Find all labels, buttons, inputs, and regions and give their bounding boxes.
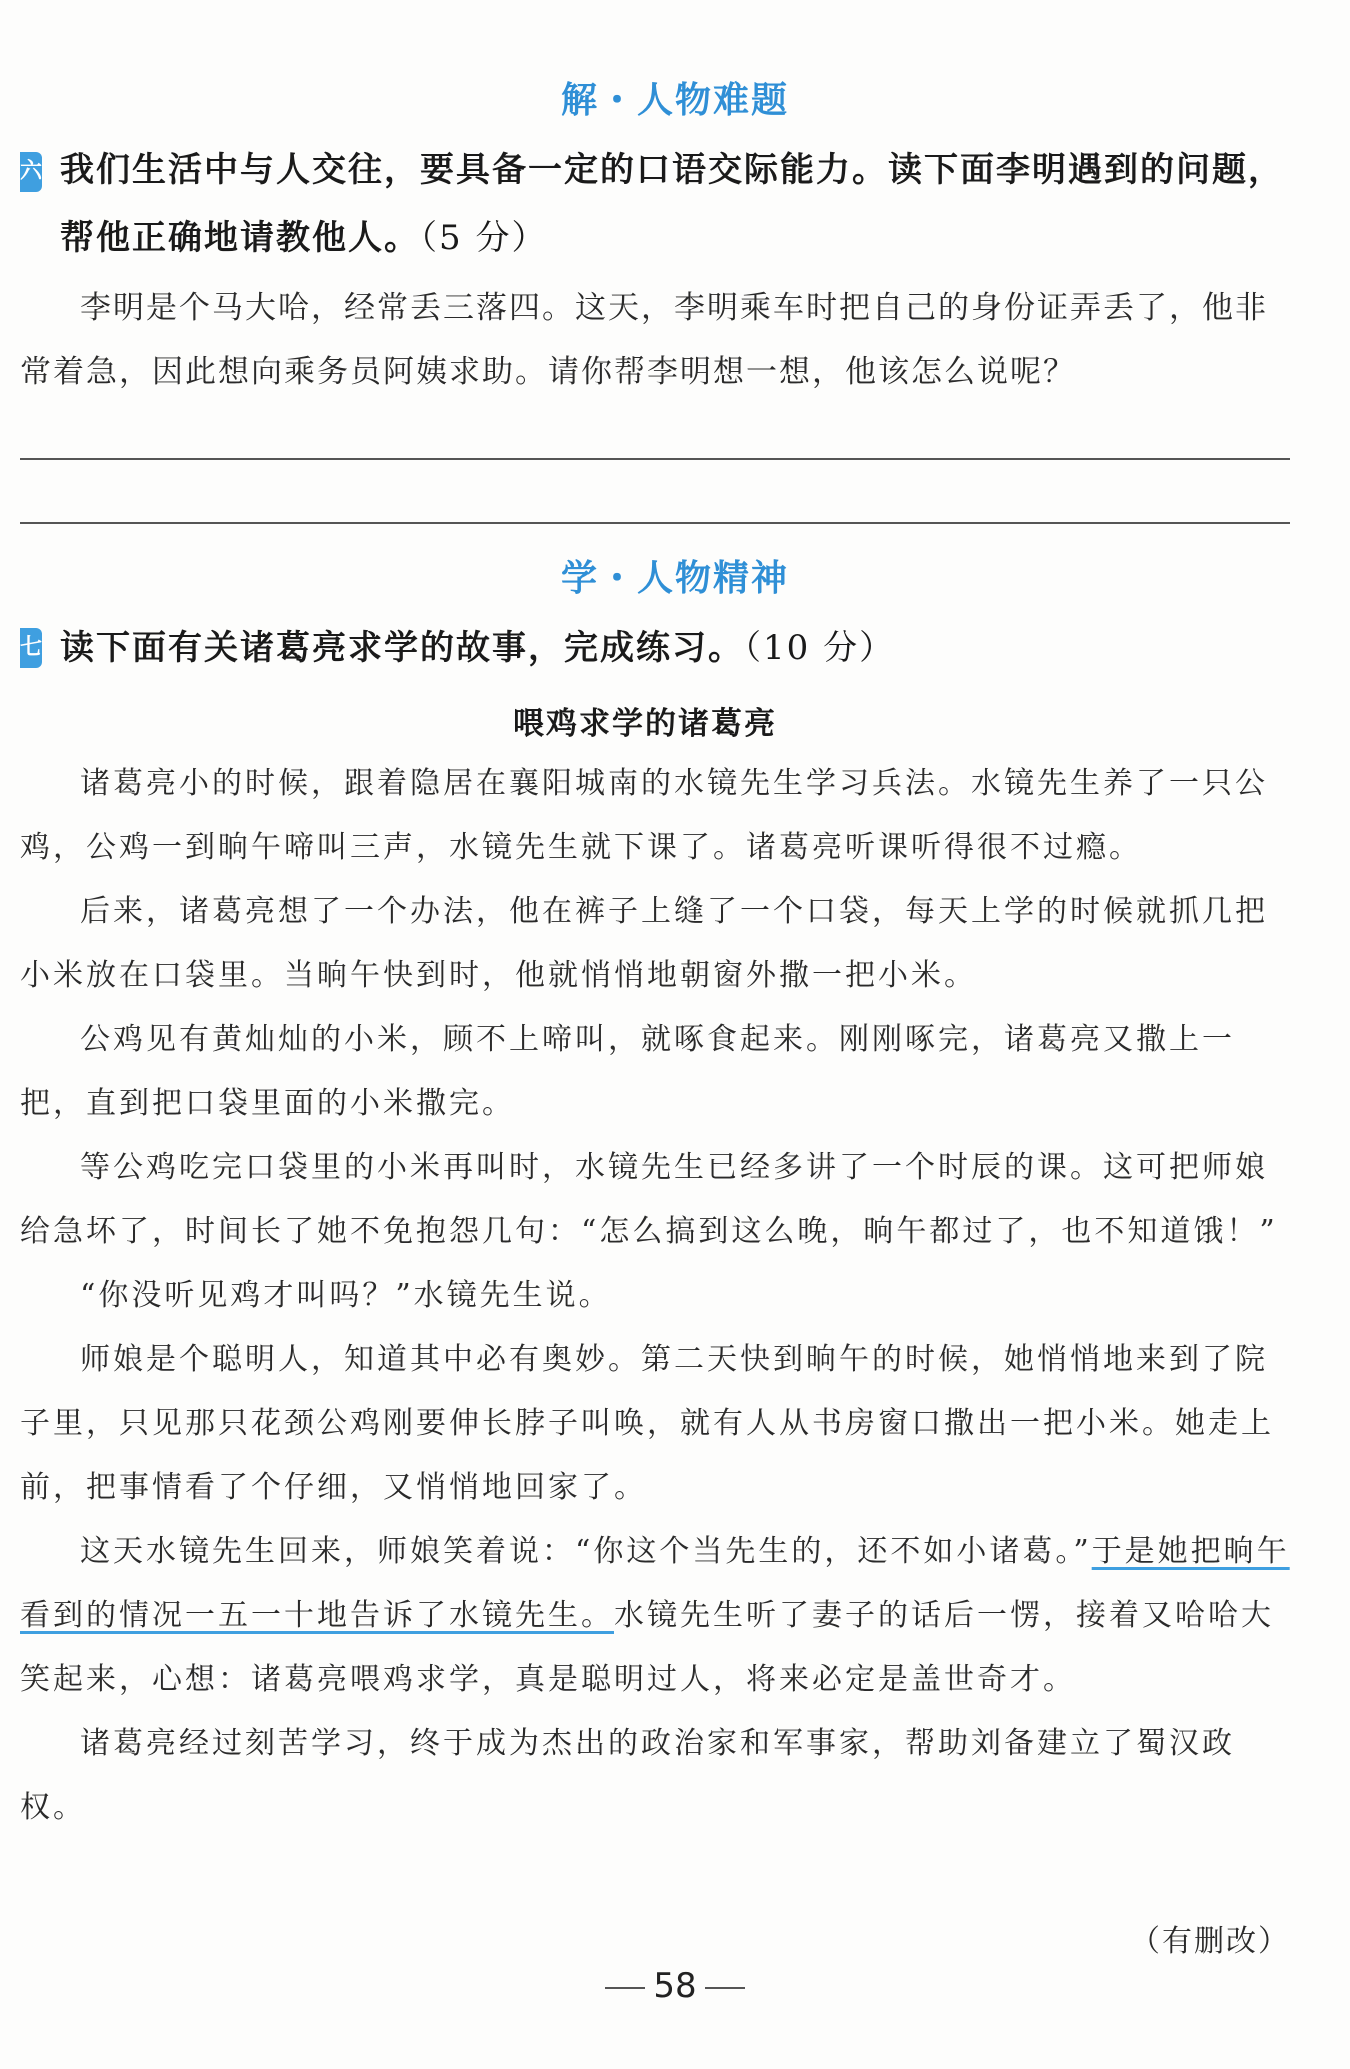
story-paragraph: 公鸡见有黄灿灿的小米，顾不上啼叫，就啄食起来。刚刚啄完，诸葛亮又撒上一把，直到把口袋里面的小米撒完。 [20,1022,1235,1121]
section-heading-problem: 解・人物难题 [560,80,789,121]
story-title: 喂鸡求学的诸葛亮 [513,706,777,742]
story-paragraph: “你没听见鸡才叫吗？”水镜先生说。 [80,1278,612,1313]
question-text: 我们生活中与人交往，要具备一定的口语交际能力。读下面李明遇到的问题，帮他正确地请教他人。 [60,150,1284,258]
story-paragraph: 诸葛亮经过刻苦学习，终于成为杰出的政治家和军事家，帮助刘备建立了蜀汉政权。 [20,1726,1235,1825]
story-text: 水镜先生听了妻子的话后一愣，接着又哈哈大笑起来，心想：诸葛亮喂鸡求学，真是聪明过人，将来必定是盖世奇才。 [20,1598,1274,1697]
question-prompt [60,136,1290,272]
story-paragraph: 诸葛亮小的时候，跟着隐居在襄阳城南的水镜先生学习兵法。水镜先生养了一只公鸡，公鸡一到晌午啼叫三声，水镜先生就下课了。诸葛亮听课听得很不过瘾。 [20,766,1268,865]
page-number-text: 58 [653,1966,697,2006]
dash-right [705,1987,745,1989]
story-text: 这天水镜先生回来，师娘笑着说：“你这个当先生的，还不如小诸葛。” [80,1534,1092,1569]
story-paragraph: 后来，诸葛亮想了一个办法，他在裤子上缝了一个口袋，每天上学的时候就抓几把小米放在口袋里。当晌午快到时，他就悄悄地朝窗外撒一把小米。 [20,894,1268,993]
story-paragraph: 等公鸡吃完口袋里的小米再叫时，水镜先生已经多讲了一个时辰的课。这可把师娘给急坏了，时间长了她不免抱怨几句：“怎么搞到这么晚，晌午都过了，也不知道饿！” [20,1150,1278,1249]
question-number-badge: 六 [20,152,42,192]
question-points: （10 分） [744,628,896,668]
source-note: （有删改） [1130,1924,1290,1959]
question-number-badge: 七 [20,628,42,668]
question-points: （5 分） [420,218,548,258]
story-paragraph [20,1520,1290,1712]
scenario-paragraph: 李明是个马大哈，经常丢三落四。这天，李明乘车时把自己的身份证弄丢了，他非常着急，因此想向乘务员阿姨求助。请你帮李明想一想，他该怎么说呢？ [20,290,1268,390]
question-text: 读下面有关诸葛亮求学的故事，完成练习。 [60,628,744,668]
story-paragraph: 师娘是个聪明人，知道其中必有奥妙。第二天快到晌午的时候，她悄悄地来到了院子里，只见那只花颈公鸡刚要伸长脖子叫唤，就有人从书房窗口撒出一把小米。她走上前，把事情看了个仔细，又悄悄地回家了。 [20,1342,1274,1505]
answer-line[interactable] [20,522,1290,524]
question-prompt [60,614,1290,682]
story-body [20,752,1290,1840]
page-number [0,1966,1350,2006]
dash-left [605,1987,645,1989]
section-heading-spirit: 学・人物精神 [560,558,789,599]
answer-line[interactable] [20,458,1290,460]
underlined-sentence: 于是她把晌午看到的情况一五一十地告诉了水镜先生。 [20,1534,1290,1633]
